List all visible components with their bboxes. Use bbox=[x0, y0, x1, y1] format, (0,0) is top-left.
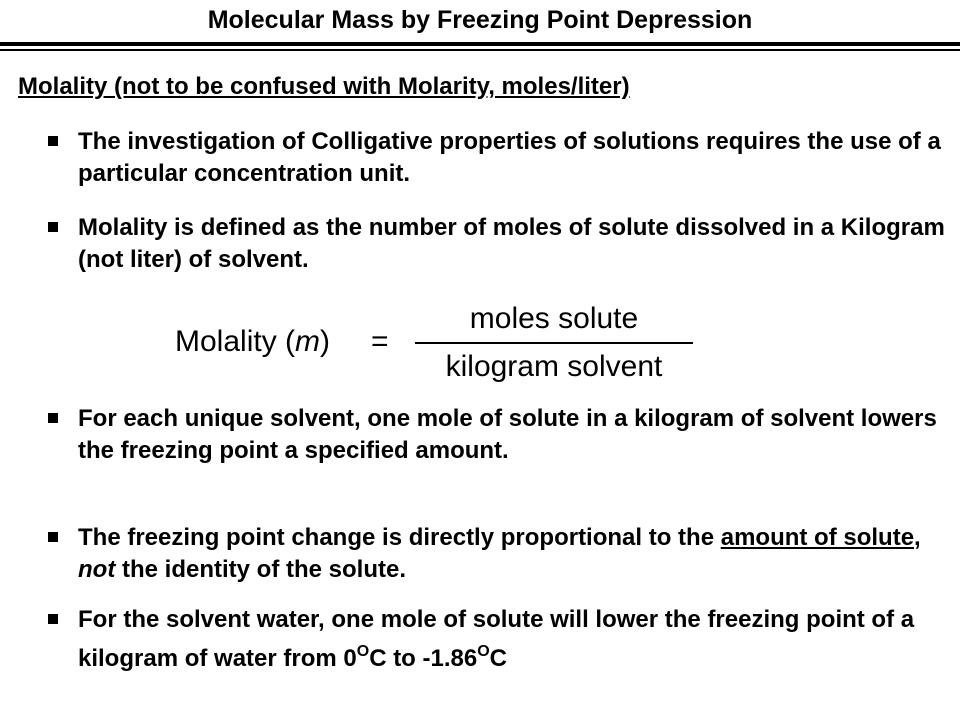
square-bullet-icon bbox=[48, 136, 58, 146]
formula-denominator: kilogram solvent bbox=[445, 350, 663, 383]
bullet-text: The freezing point change is directly proportional to the amount of solute, not the identity of the solute. bbox=[78, 524, 921, 583]
square-bullet-icon bbox=[48, 614, 58, 624]
bullet-text: For the solvent water, one mole of solute will lower the freezing point of a kilogram of water from $0^OC$ to $-1.86^OC$ bbox=[78, 606, 915, 672]
formula-equals: = bbox=[371, 325, 389, 358]
bullet-solvent-effect bbox=[78, 403, 948, 467]
formula-numerator: moles solute bbox=[469, 302, 639, 335]
title-rule-thin bbox=[0, 49, 960, 51]
fraction-bar bbox=[415, 342, 693, 344]
title-rule-thick bbox=[0, 42, 960, 46]
bullet-text: Molality is defined as the number of moles of solute dissolved in a Kilogram (not liter) of solvent. bbox=[78, 214, 945, 273]
square-bullet-icon bbox=[48, 413, 58, 423]
bullet-text: The investigation of Colligative properties of solutions requires the use of a particular concentration unit. bbox=[78, 128, 941, 187]
bullet-colligative bbox=[78, 126, 948, 190]
molality-formula bbox=[175, 298, 705, 388]
section-heading: Molality (not to be confused with Molarity, moles/liter) bbox=[18, 73, 630, 100]
square-bullet-icon bbox=[48, 532, 58, 542]
bullet-proportionality bbox=[78, 522, 948, 586]
bullet-text: For each unique solvent, one mole of solute in a kilogram of solvent lowers the freezing point a specified amount. bbox=[78, 405, 937, 464]
page-title: Molecular Mass by Freezing Point Depression bbox=[207, 6, 753, 34]
bullet-water-example bbox=[78, 604, 948, 675]
square-bullet-icon bbox=[48, 222, 58, 232]
formula-lhs: Molality (m) bbox=[175, 325, 331, 358]
bullet-molality-definition bbox=[78, 212, 948, 276]
